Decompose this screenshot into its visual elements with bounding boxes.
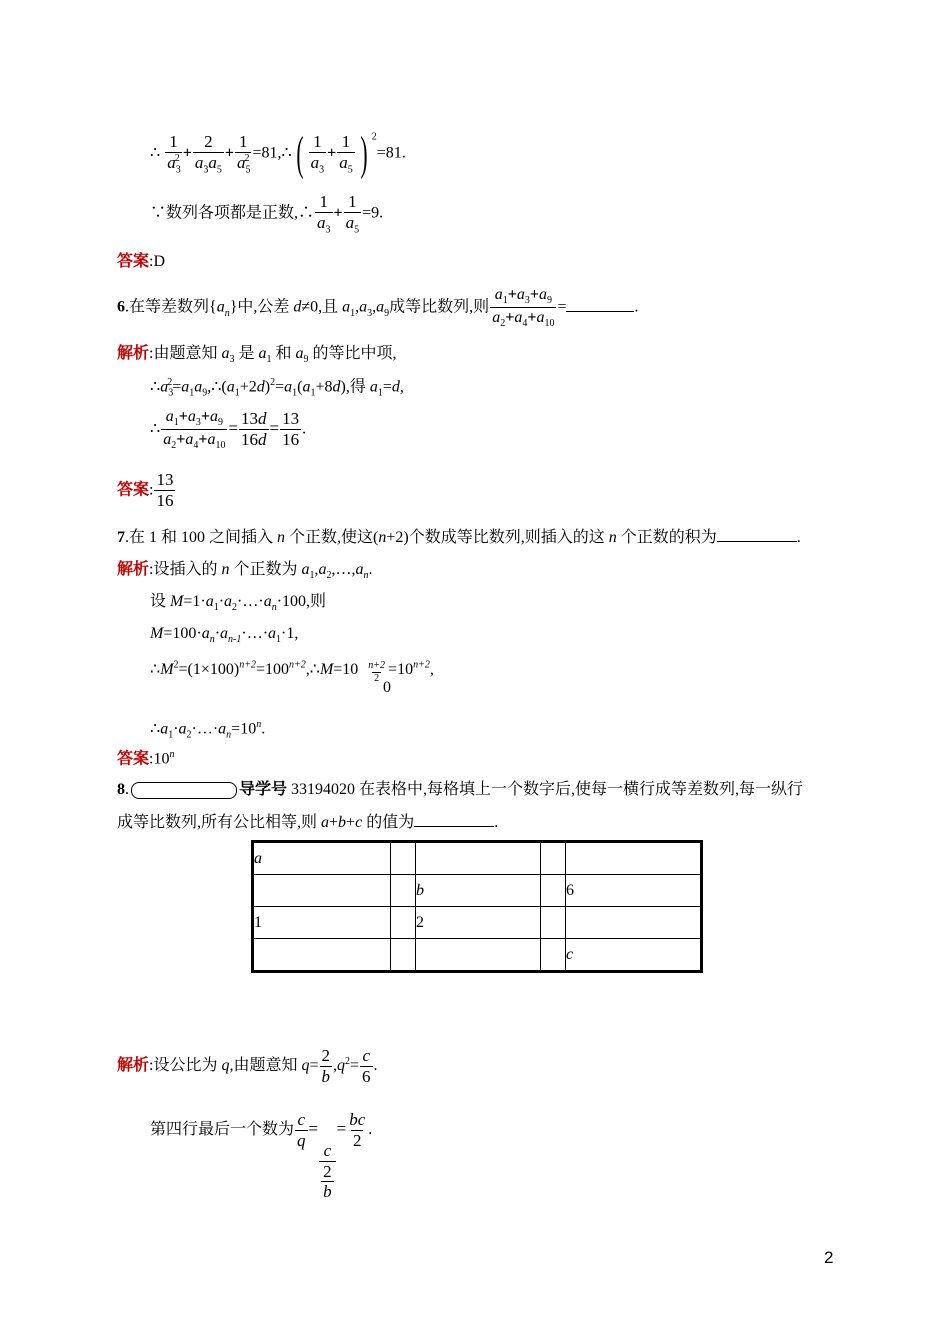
solution-7-line-4: $\therefore M^2=(1\times 100)^{n+2}=100^{n+2},\therefore M=10$ $\frac{n+2}{2}$ $=10^{n+2}$, — [150, 659, 434, 684]
solution-7-line-2: 设 $M=1\cdot a_1\cdot a_2\cdot\dots\cdot a_n\cdot 100$,则 — [150, 593, 327, 614]
eq-line-1: ∴ $\frac{1}{a_3^2}$ + $\frac{2}{a_3a_5}$ + $\frac{1}{a_5^2}$ =81,∴( $\frac{1}{a_3}$ + $\frac{1}{a_5}$ ) $^2$=81. — [150, 127, 406, 180]
pill-shape — [131, 782, 237, 799]
table-cell — [541, 939, 566, 972]
fraction: $\frac{c}{6}$ — [362, 1046, 371, 1086]
table-cell — [253, 875, 391, 907]
solution-7-line-1: 解析:设插入的 n 个正数为 $a_1,a_2,\dots,a_n$. — [117, 561, 373, 582]
question-8-line-1: 8. 导学号 33194020 在表格中,每格填上一个数字后,使每一横行成等差数列,每一纵行 — [117, 781, 804, 799]
table-row — [253, 907, 702, 939]
eq-line-2: ∵数列各项都是正数,∴ $\frac{1}{a_3}$ + $\frac{1}{a_5}$ =9. — [150, 192, 384, 235]
answer-7: 答案:10$^n$ — [117, 749, 175, 768]
fraction: $\frac{bc}{2}$ — [349, 1110, 366, 1150]
table-cell — [541, 842, 566, 875]
answer-blank — [414, 826, 494, 827]
table-cell — [566, 907, 702, 939]
table-cell: 6 — [566, 875, 702, 907]
table-cell — [416, 939, 541, 972]
number-grid-table — [251, 840, 703, 973]
solution-6-line-2: $\therefore a_3^2=a_1a_9,\therefore(a_1+2d)^2=a_1(a_1+8d)$,得 $a_1=d$, — [150, 377, 404, 399]
fraction: $\frac{1}{a_5^2}$ — [236, 132, 251, 175]
table-cell — [416, 842, 541, 875]
table-cell — [391, 939, 416, 972]
left-paren: ( — [296, 127, 304, 180]
fraction: $\frac{13}{16}$ — [282, 409, 300, 450]
table-cell: b — [416, 875, 541, 907]
solution-8-line-1: 解析:设公比为 q,由题意知 q= $\frac{2}{b}$ $,q^2=$ $\frac{c}{6}$ . — [117, 1046, 378, 1086]
fraction: $\frac{c}{\frac{2}{b}}$ — [319, 1141, 336, 1202]
question-8-line-2: 成等比数列,所有公比相等,则 a+b+c 的值为 . — [117, 814, 499, 831]
table-cell — [391, 842, 416, 875]
answer-6: 答案: $\frac{13}{16}$ — [117, 470, 174, 510]
solution-6-line-3: ∴ $\frac{a_1+a_3+a_9}{a_2+a_4+a_{10}}$ = $\frac{13d}{16d}$ = $\frac{13}{16}$ . — [150, 408, 307, 451]
solution-7-line-3: $M=100\cdot a_n\cdot a_{n-1}\cdot\dots\cdot a_1\cdot 1$, — [150, 625, 299, 646]
fraction: $\frac{n+2}{2}$ — [368, 660, 386, 684]
fraction: $\frac{c}{q}$ — [297, 1110, 306, 1150]
fraction: $\frac{a_1+a_3+a_9}{a_2+a_4+a_{10}}$ — [492, 286, 555, 329]
table-row — [253, 875, 702, 907]
fraction: $\frac{2}{b}$ — [321, 1046, 331, 1086]
table-cell — [391, 907, 416, 939]
table-row — [253, 939, 702, 972]
fraction: $\frac{1}{a_3}$ — [310, 132, 325, 175]
question-6: 6.在等差数列$\{a_n\}$中,公差 d≠0,且 $a_1,a_3,a_9$成等比数列,则 $\frac{a_1+a_3+a_9}{a_2+a_4+a_{10}}$ = . — [117, 286, 639, 329]
answer-blank — [717, 541, 797, 542]
solution-8-line-2: 第四行最后一个数为 $\frac{c}{q}$ = $\frac{c}{\frac{2}{b}}$ = $\frac{bc}{2}$ . — [150, 1110, 373, 1202]
table-cell: c — [566, 939, 702, 972]
fraction: $\frac{13}{16}$ — [156, 470, 174, 510]
stray-zero: 0 — [383, 679, 391, 696]
fraction: $\frac{1}{a_5}$ — [345, 192, 360, 235]
fraction: $\frac{13d}{16d}$ — [241, 409, 267, 450]
fraction: $\frac{2}{a_3a_5}$ — [194, 132, 222, 175]
table-cell — [541, 875, 566, 907]
fraction: $\frac{1}{a_5}$ — [339, 132, 353, 175]
fraction: $\frac{1}{a_3^2}$ — [167, 132, 181, 175]
right-paren: ) — [360, 127, 368, 180]
table-cell: a — [253, 842, 391, 875]
answer-5: 答案:D — [117, 253, 166, 270]
table-cell — [541, 907, 566, 939]
solution-6-line-1: 解析:由题意知 $a_3$ 是 $a_1$ 和 $a_9$ 的等比中项, — [117, 345, 397, 366]
fraction: $\frac{1}{a_3}$ — [317, 192, 331, 235]
fraction: $\frac{a_1+a_3+a_9}{a_2+a_4+a_{10}}$ — [163, 408, 226, 451]
answer-blank — [566, 311, 634, 312]
table-cell: 2 — [416, 907, 541, 939]
table-row — [253, 842, 702, 875]
page-number: 2 — [824, 1248, 834, 1267]
solution-7-line-5: $\therefore a_1\cdot a_2\cdot\dots\cdot a_n=10^n$. — [150, 719, 266, 741]
table-cell — [391, 875, 416, 907]
question-7: 7.在 1 和 100 之间插入 n 个正数,使这(n+2)个数成等比数列,则插入的这 n 个正数的积为 . — [117, 529, 801, 546]
table-cell — [253, 939, 391, 972]
table-cell: 1 — [253, 907, 391, 939]
table-cell — [566, 842, 702, 875]
